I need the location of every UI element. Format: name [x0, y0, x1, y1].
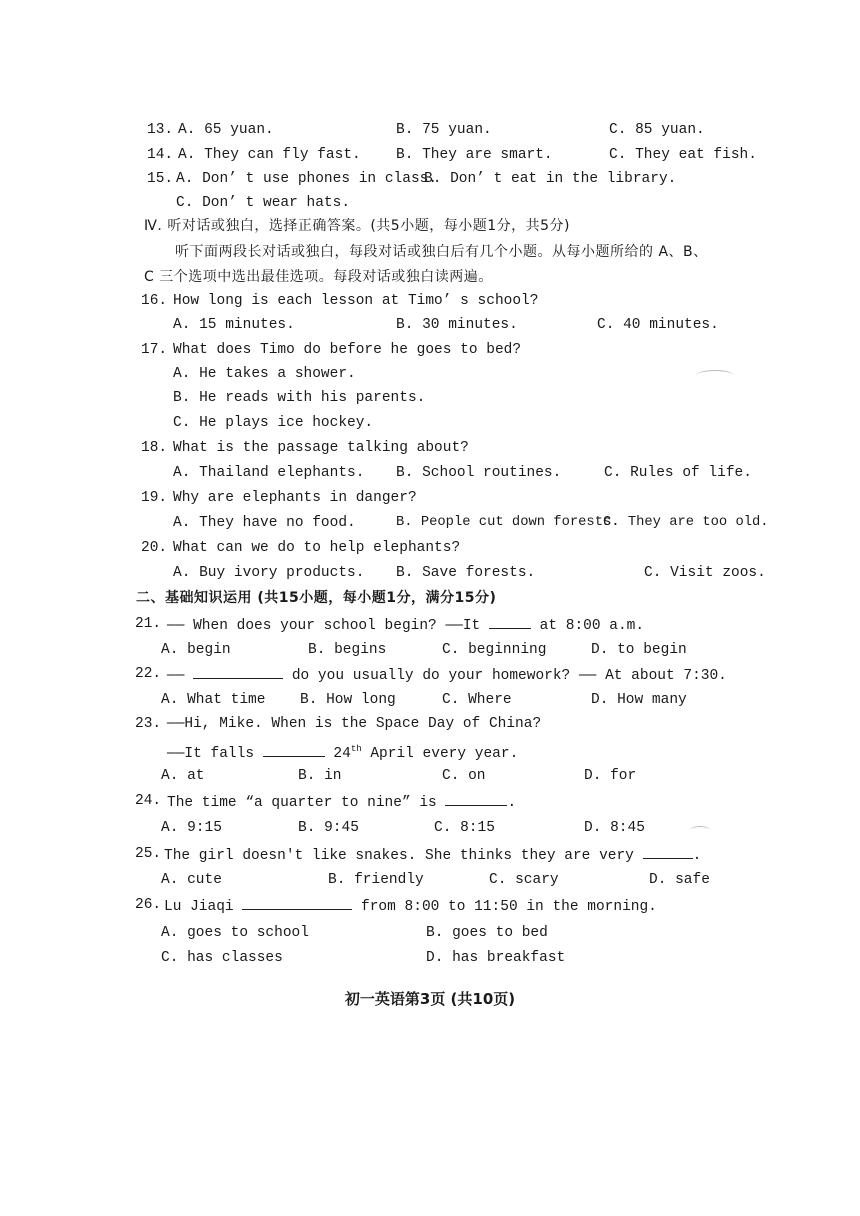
section4-heading: Ⅳ. 听对话或独白，选择正确答案。(共5小题，每小题1分，共5分) — [144, 218, 570, 234]
page-footer: 初一英语第3页 (共10页) — [344, 990, 516, 1008]
q23-option-c: C. on — [442, 768, 486, 784]
q20-option-a: A. Buy ivory products. — [173, 565, 365, 581]
q25-option-c: C. scary — [489, 872, 559, 888]
q19-number: 19. — [141, 490, 168, 506]
scan-smudge — [690, 826, 710, 835]
q14-number: 14. — [147, 147, 174, 163]
q13-option-c: C. 85 yuan. — [609, 122, 705, 138]
q23-line2 — [167, 739, 518, 764]
q20-option-c: C. Visit zoos. — [644, 565, 766, 581]
q26-stem — [164, 895, 657, 917]
q26-option-b: B. goes to bed — [426, 925, 548, 941]
q26-answer-blank — [242, 895, 352, 910]
q16-number: 16. — [141, 293, 168, 309]
q16-option-a: A. 15 minutes. — [173, 317, 295, 333]
q25-stem-pre: The girl doesn't like snakes. She thinks they are very — [164, 848, 634, 864]
q22-option-c: C. Where — [442, 692, 512, 708]
q23-line2-pre: ——It falls — [167, 745, 255, 762]
q17-stem: What does Timo do before he goes to bed? — [173, 342, 522, 358]
q22-answer-blank — [193, 664, 283, 679]
q21-stem-pre: —— When does your school begin? ——It — [167, 618, 481, 634]
q26-number: 26. — [135, 897, 162, 913]
q24-number: 24. — [135, 793, 162, 809]
q25-stem-post: . — [692, 848, 702, 864]
q26-option-d: D. has breakfast — [426, 950, 566, 966]
q23-answer-blank — [263, 742, 325, 757]
q18-option-a: A. Thailand elephants. — [173, 465, 365, 481]
q24-option-b: B. 9:45 — [298, 820, 359, 836]
q18-option-c: C. Rules of life. — [604, 465, 752, 481]
q25-option-a: A. cute — [161, 872, 222, 888]
q26-stem-post: from 8:00 to 11:50 in the morning. — [361, 899, 657, 915]
q17-number: 17. — [141, 342, 168, 358]
q17-option-b: B. He reads with his parents. — [173, 390, 426, 406]
q18-number: 18. — [141, 440, 168, 456]
q21-number: 21. — [135, 616, 162, 632]
q24-stem-post: . — [507, 795, 517, 811]
q18-stem: What is the passage talking about? — [173, 440, 469, 456]
q25-option-b: B. friendly — [328, 872, 424, 888]
q24-stem — [167, 791, 516, 813]
q21-stem-post: at 8:00 a.m. — [539, 618, 645, 634]
q24-answer-blank — [445, 791, 507, 806]
q25-stem — [164, 844, 701, 866]
q26-option-c: C. has classes — [161, 950, 283, 966]
q25-number: 25. — [135, 846, 162, 862]
q22-number: 22. — [135, 666, 162, 682]
q13-number: 13. — [147, 122, 174, 138]
q16-option-c: C. 40 minutes. — [597, 317, 719, 333]
q15-option-a: A. Don’ t use phones in class. — [176, 171, 438, 187]
q22-option-b: B. How long — [300, 692, 396, 708]
q21-stem-start — [167, 614, 644, 636]
q19-stem: Why are elephants in danger? — [173, 490, 417, 506]
q23-option-a: A. at — [161, 768, 205, 784]
q22-stem-post: do you usually do your homework? —— At about 7:30. — [291, 668, 727, 684]
q20-option-b: B. Save forests. — [396, 565, 536, 581]
q17-option-c: C. He plays ice hockey. — [173, 415, 374, 431]
q21-answer-blank — [489, 614, 531, 629]
q16-option-b: B. 30 minutes. — [396, 317, 518, 333]
q24-option-d: D. 8:45 — [584, 820, 645, 836]
q22-stem-pre: —— — [167, 668, 185, 684]
q13-option-b: B. 75 yuan. — [396, 122, 492, 138]
q14-option-c: C. They eat fish. — [609, 147, 757, 163]
section4-instruction-line1: 听下面两段长对话或独白，每段对话或独白后有几个小题。从每小题所给的 A、B、 — [175, 244, 708, 260]
q22-option-a: A. What time — [161, 692, 266, 708]
q15-option-c: C. Don’ t wear hats. — [176, 195, 351, 211]
q21-option-c: C. beginning — [442, 642, 547, 658]
q13-option-a: A. 65 yuan. — [178, 122, 274, 138]
q18-option-b: B. School routines. — [396, 465, 562, 481]
q21-option-d: D. to begin — [591, 642, 687, 658]
q17-option-a: A. He takes a shower. — [173, 366, 356, 382]
q23-number: 23. — [135, 716, 162, 732]
q24-option-c: C. 8:15 — [434, 820, 495, 836]
q21-option-b: B. begins — [308, 642, 387, 658]
q15-number: 15. — [147, 171, 174, 187]
q19-option-c: C. They are too old. — [603, 515, 769, 530]
q26-option-a: A. goes to school — [161, 925, 309, 941]
q23-line1: ——Hi, Mike. When is the Space Day of China? — [167, 716, 542, 732]
scan-smudge — [696, 370, 734, 381]
q19-option-b: B. People cut down forests. — [396, 515, 620, 530]
q24-stem-pre: The time “a quarter to nine” is — [167, 795, 437, 811]
q15-option-b: B. Don’ t eat in the library. — [424, 171, 677, 187]
q23-day: 24 — [333, 745, 351, 762]
q20-stem: What can we do to help elephants? — [173, 540, 461, 556]
q20-number: 20. — [141, 540, 168, 556]
q22-stem — [167, 664, 727, 686]
q14-option-b: B. They are smart. — [396, 147, 553, 163]
q23-line2-post: April every year. — [370, 745, 519, 762]
q22-option-d: D. How many — [591, 692, 687, 708]
q23-option-d: D. for — [584, 768, 637, 784]
q25-answer-blank — [643, 844, 693, 859]
q26-stem-pre: Lu Jiaqi — [164, 899, 234, 915]
q21-option-a: A. begin — [161, 642, 231, 658]
section4-instruction-line2: C 三个选项中选出最佳选项。每段对话或独白读两遍。 — [144, 269, 493, 285]
q23-day-suffix: th — [350, 744, 362, 754]
q16-stem: How long is each lesson at Timo’ s school? — [173, 293, 539, 309]
section2-heading: 二、基础知识运用 (共15小题，每小题1分，满分15分) — [136, 590, 497, 606]
q23-option-b: B. in — [298, 768, 342, 784]
q14-option-a: A. They can fly fast. — [178, 147, 361, 163]
q19-option-a: A. They have no food. — [173, 515, 356, 531]
q24-option-a: A. 9:15 — [161, 820, 222, 836]
q25-option-d: D. safe — [649, 872, 710, 888]
